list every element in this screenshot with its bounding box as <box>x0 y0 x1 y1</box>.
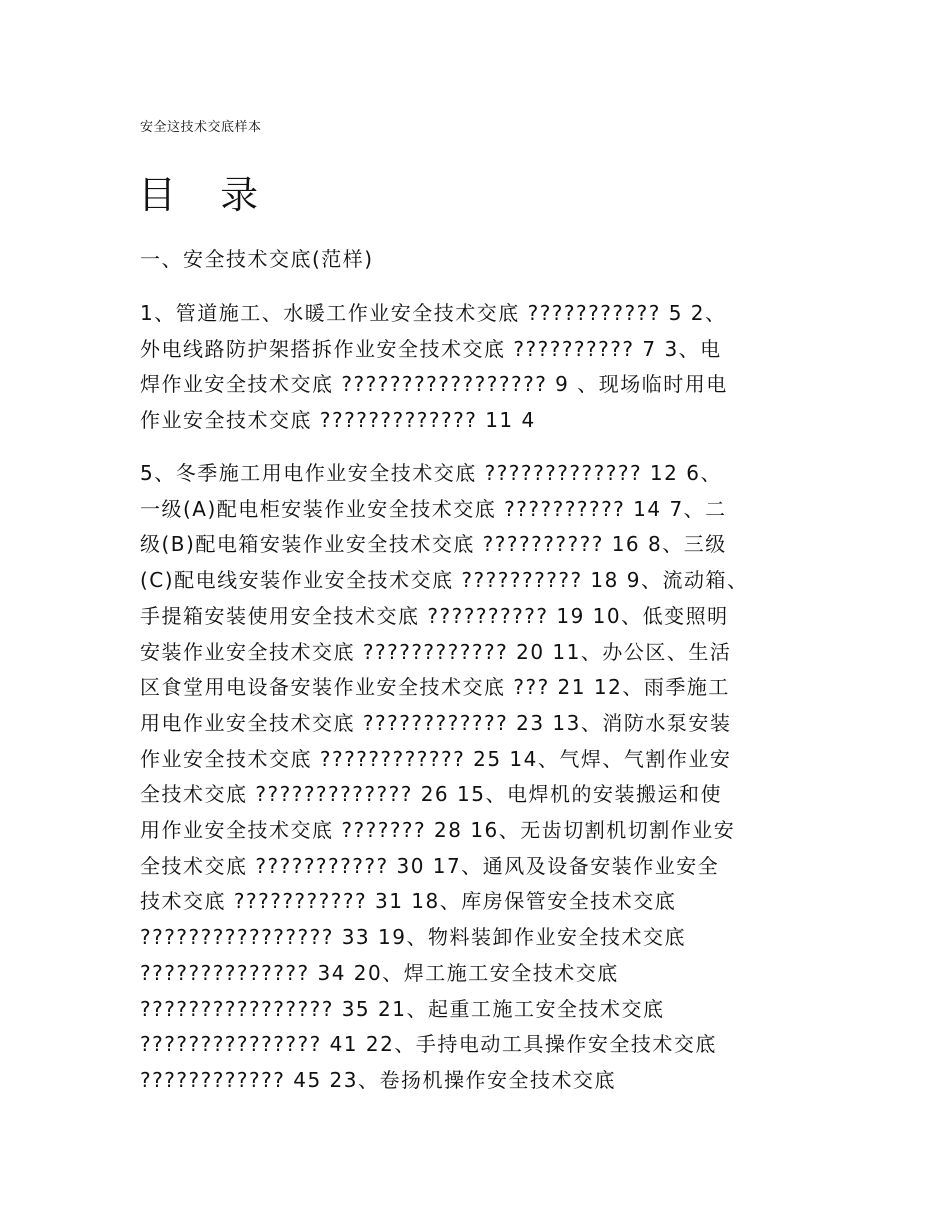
page-title: 目 录 <box>138 173 275 217</box>
toc-line: 级(B)配电箱安装作业安全技术交底 ?????????? 16 8、三级 <box>140 532 727 557</box>
toc-line: 焊作业安全技术交底 ????????????????? 9 、现场临时用电 <box>140 372 728 397</box>
toc-line: 一级(A)配电柜安装作业安全技术交底 ?????????? 14 7、二 <box>140 496 727 521</box>
toc-line: ???????????????? 33 19、物料装卸作业安全技术交底 <box>140 925 686 950</box>
toc-line: 用作业安全技术交底 ??????? 28 16、无齿切割机切割作业安 <box>140 818 736 843</box>
toc-line: ??????????????? 41 22、手持电动工具操作安全技术交底 <box>140 1032 717 1057</box>
toc-line: 手提箱安装使用安全技术交底 ?????????? 19 10、低变照明 <box>140 603 729 628</box>
toc-line: 安装作业安全技术交底 ???????????? 20 11、办公区、生活 <box>140 639 732 664</box>
toc-line: 全技术交底 ??????????? 30 17、通风及设备安装作业安全 <box>140 853 720 878</box>
toc-line: 1、管道施工、水暖工作业安全技术交底 ??????????? 5 2、 <box>140 301 727 325</box>
toc-line: ?????????????? 34 20、焊工施工安全技术交底 <box>140 960 619 985</box>
toc-line: 作业安全技术交底 ???????????? 25 14、气焊、气割作业安 <box>140 746 732 771</box>
toc-line: 全技术交底 ????????????? 26 15、电焊机的安装搬运和使 <box>140 782 722 807</box>
section-heading: 一、安全技术交底(范样) <box>140 247 374 271</box>
document-header: 安全这技术交底样本 <box>140 120 262 135</box>
toc-line: ???????????? 45 23、卷扬机操作安全技术交底 <box>140 1067 616 1092</box>
toc-line: 作业安全技术交底 ????????????? 11 4 <box>140 408 536 433</box>
toc-line: 用电作业安全技术交底 ???????????? 23 13、消防水泵安装 <box>140 710 732 735</box>
toc-line: 外电线路防护架搭拆作业安全技术交底 ?????????? 7 3、电 <box>140 336 722 361</box>
toc-line: 技术交底 ??????????? 31 18、库房保管安全技术交底 <box>140 889 677 914</box>
toc-paragraph-1 <box>140 296 728 439</box>
toc-line: (C)配电线安装作业安全技术交底 ?????????? 18 9、流动箱、 <box>140 568 749 593</box>
toc-line: ???????????????? 35 21、起重工施工安全技术交底 <box>140 996 665 1021</box>
toc-line: 区食堂用电设备安装作业安全技术交底 ??? 21 12、雨季施工 <box>140 675 730 700</box>
toc-line: 5、冬季施工用电作业安全技术交底 ????????????? 12 6、 <box>140 461 722 485</box>
toc-paragraph-2 <box>140 456 748 1099</box>
